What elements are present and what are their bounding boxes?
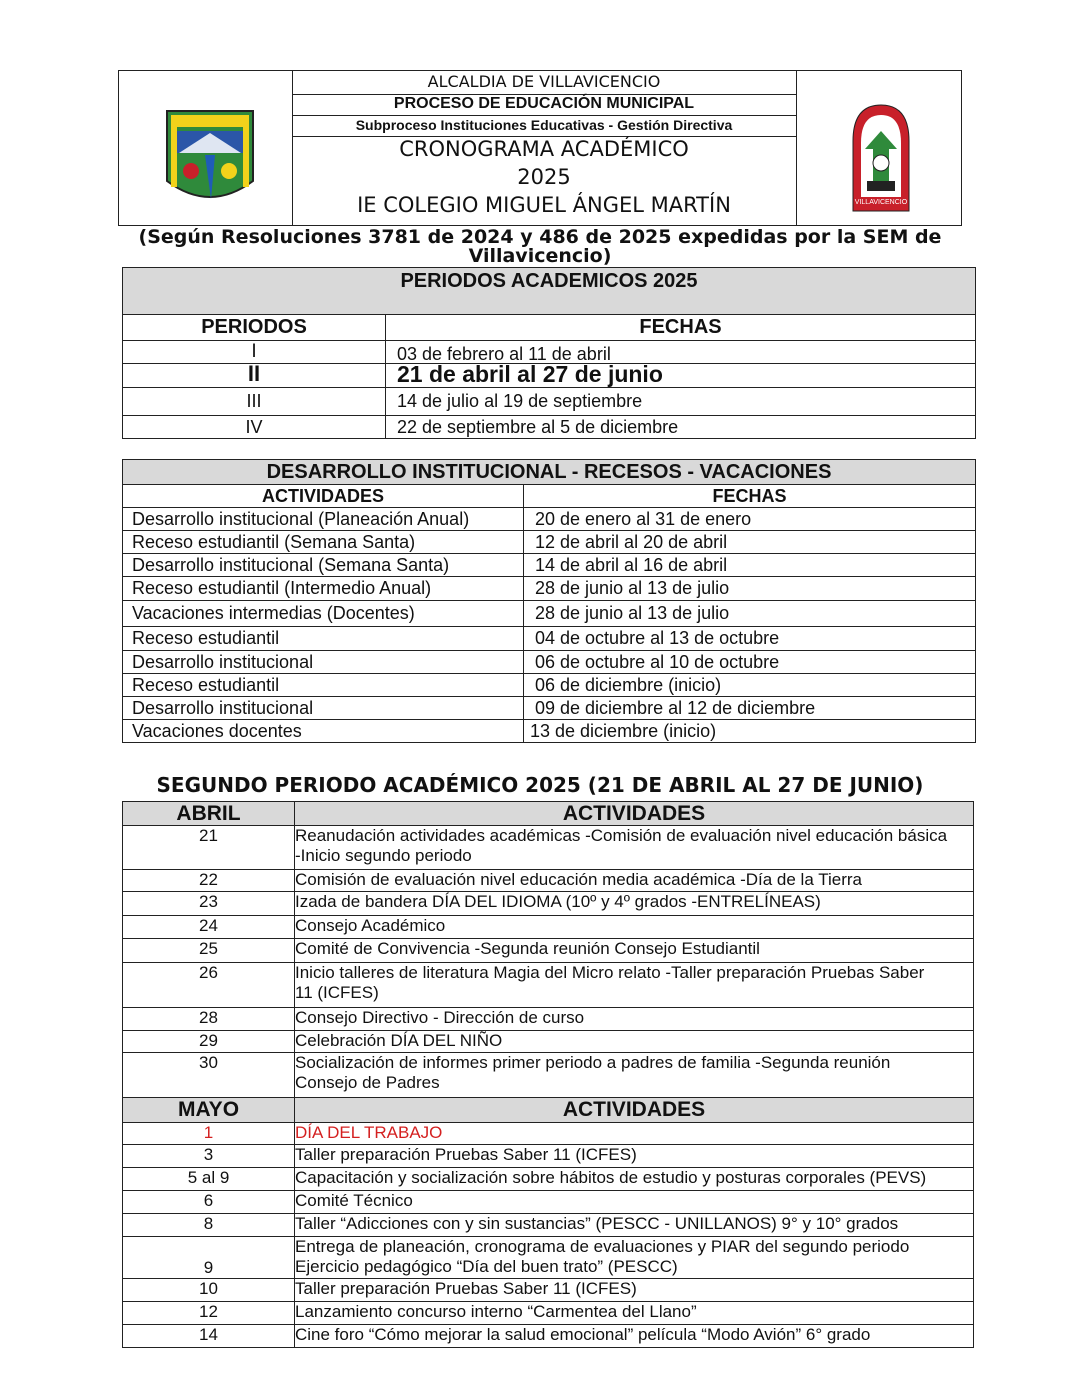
periodo-label: II [123,364,386,388]
actividad-cell: Receso estudiantil (Semana Santa) [123,531,524,554]
actividad-cell: Desarrollo institucional (Semana Santa) [123,554,524,577]
header-line-school: IE COLEGIO MIGUEL ÁNGEL MARTÍN [357,193,731,217]
actividades-header: ACTIVIDADES [295,1098,974,1123]
day-cell: 21 [123,826,295,870]
day-cell: 10 [123,1279,295,1302]
activity-text: Reanudación actividades académicas -Comisión de evaluación nivel educación básica [295,826,948,845]
fecha-cell: 06 de octubre al 10 de octubre [524,651,976,674]
fecha-cell: 28 de junio al 13 de julio [524,577,976,601]
fecha-cell: 13 de diciembre (inicio) [524,720,976,743]
day-cell: 12 [123,1302,295,1325]
periodo-dates: 22 de septiembre al 5 de diciembre [386,416,976,439]
actividad-cell: Receso estudiantil [123,674,524,697]
activity-text: Socialización de informes primer periodo a padres de familia -Segunda reunión [295,1053,891,1072]
resolution-note-line1: (Según Resoluciones 3781 de 2024 y 486 de 2025 expedidas por la SEM de [138,226,942,248]
activity-text-cont: Consejo de Padres [295,1073,440,1092]
periodo-dates: 21 de abril al 27 de junio [386,364,976,388]
day-cell: 28 [123,1008,295,1031]
periodo-label: I [123,341,386,364]
day-cell: 5 al 9 [123,1168,295,1191]
periodo-dates: 14 de julio al 19 de septiembre [386,388,976,416]
activity-text: Comité de Convivencia -Segunda reunión Consejo Estudiantil [295,939,974,963]
activity-text-cont: -Inicio segundo periodo [295,846,472,865]
mayo-header: MAYO [123,1098,295,1123]
desarrollo-table [122,459,976,743]
actividad-cell: Receso estudiantil (Intermedio Anual) [123,577,524,601]
day-cell: 24 [123,916,295,939]
actividades-col-header: ACTIVIDADES [123,485,524,508]
header-titles [292,71,796,225]
day-cell: 14 [123,1325,295,1348]
school-logo [796,71,962,225]
header-line-cronograma: CRONOGRAMA ACADÉMICO [399,137,689,161]
activity-text: Comisión de evaluación nivel educación media académica -Día de la Tierra [295,870,974,892]
actividad-cell: Receso estudiantil [123,627,524,651]
fecha-cell: 09 de diciembre al 12 de diciembre [524,697,976,720]
header-line-alcaldia: ALCALDIA DE VILLAVICENCIO [427,72,661,91]
header-line-year: 2025 [517,165,571,189]
day-cell: 25 [123,939,295,963]
municipal-coat-of-arms [119,71,293,225]
segundo-periodo-title: SEGUNDO PERIODO ACADÉMICO 2025 (21 DE ABRIL AL 27 DE JUNIO) [156,773,924,797]
day-cell-holiday: 1 [123,1123,295,1145]
periodos-title: PERIODOS ACADEMICOS 2025 [123,268,976,315]
activity-text: Izada de bandera DÍA DEL IDIOMA (10º y 4º grados -ENTRELÍNEAS) [295,892,974,916]
activity-text: Taller “Adicciones con y sin sustancias” (PESCC - UNILLANOS) 9° y 10° grados [295,1214,974,1237]
fecha-cell: 14 de abril al 16 de abril [524,554,976,577]
segundo-periodo-table [122,801,974,1348]
activity-text: Taller preparación Pruebas Saber 11 (ICFES) [295,1145,974,1168]
activity-text-holiday: DÍA DEL TRABAJO [295,1123,974,1145]
periodo-dates: 03 de febrero al 11 de abril [386,341,976,364]
activity-text-cont: 11 (ICFES) [295,983,379,1002]
periodos-table [122,267,976,439]
document-header [118,70,962,226]
header-line-subproceso: Subproceso Instituciones Educativas - Gestión Directiva [355,117,733,133]
day-cell: 30 [123,1053,295,1098]
actividad-cell: Vacaciones intermedias (Docentes) [123,601,524,627]
activity-text: Capacitación y socialización sobre hábitos de estudio y posturas corporales (PEVS) [295,1168,974,1191]
actividad-cell: Desarrollo institucional [123,651,524,674]
actividad-cell: Desarrollo institucional (Planeación Anual) [123,508,524,531]
activity-cell [295,826,974,870]
fecha-cell: 12 de abril al 20 de abril [524,531,976,554]
fecha-cell: 06 de diciembre (inicio) [524,674,976,697]
day-cell: 23 [123,892,295,916]
actividades-header: ACTIVIDADES [295,802,974,826]
activity-text: Comité Técnico [295,1191,974,1214]
resolution-note-line2: Villavicencio) [468,245,612,267]
school-logo-text: VILLAVICENCIO [854,199,908,206]
activity-text: Consejo Académico [295,916,974,939]
day-cell: 29 [123,1031,295,1053]
activity-text: Taller preparación Pruebas Saber 11 (ICFES) [295,1279,974,1302]
fecha-cell: 28 de junio al 13 de julio [524,601,976,627]
day-cell: 26 [123,963,295,1008]
activity-text: Consejo Directivo - Dirección de curso [295,1008,974,1031]
fecha-cell: 04 de octubre al 13 de octubre [524,627,976,651]
activity-text: Entrega de planeación, cronograma de evaluaciones y PIAR del segundo periodo [295,1237,910,1256]
activity-cell [295,1237,974,1279]
periodo-label: IV [123,416,386,439]
day-cell: 3 [123,1145,295,1168]
desarrollo-title: DESARROLLO INSTITUCIONAL - RECESOS - VACACIONES [123,460,976,485]
fechas-col-header: FECHAS [524,485,976,508]
periodos-col-header: PERIODOS [123,315,386,341]
activity-text: Inicio talleres de literatura Magia del Micro relato -Taller preparación Pruebas Saber [295,963,925,982]
activity-text: Lanzamiento concurso interno “Carmentea del Llano” [295,1302,974,1325]
fechas-col-header: FECHAS [386,315,976,341]
day-cell: 8 [123,1214,295,1237]
activity-cell [295,963,974,1008]
day-cell: 22 [123,870,295,892]
periodo-label: III [123,388,386,416]
activity-text: Cine foro “Cómo mejorar la salud emocional” película “Modo Avión” 6° grado [295,1325,974,1348]
fecha-cell: 20 de enero al 31 de enero [524,508,976,531]
activity-text: Celebración DÍA DEL NIÑO [295,1031,974,1053]
activity-cell [295,1053,974,1098]
actividad-cell: Vacaciones docentes [123,720,524,743]
coat-of-arms-icon [119,71,292,225]
abril-header: ABRIL [123,802,295,826]
actividad-cell: Desarrollo institucional [123,697,524,720]
day-cell: 6 [123,1191,295,1214]
day-cell: 9 [123,1237,295,1279]
header-line-proceso: PROCESO DE EDUCACIÓN MUNICIPAL [393,95,695,112]
activity-text-cont: Ejercicio pedagógico “Día del buen trato” (PESCC) [295,1257,678,1276]
